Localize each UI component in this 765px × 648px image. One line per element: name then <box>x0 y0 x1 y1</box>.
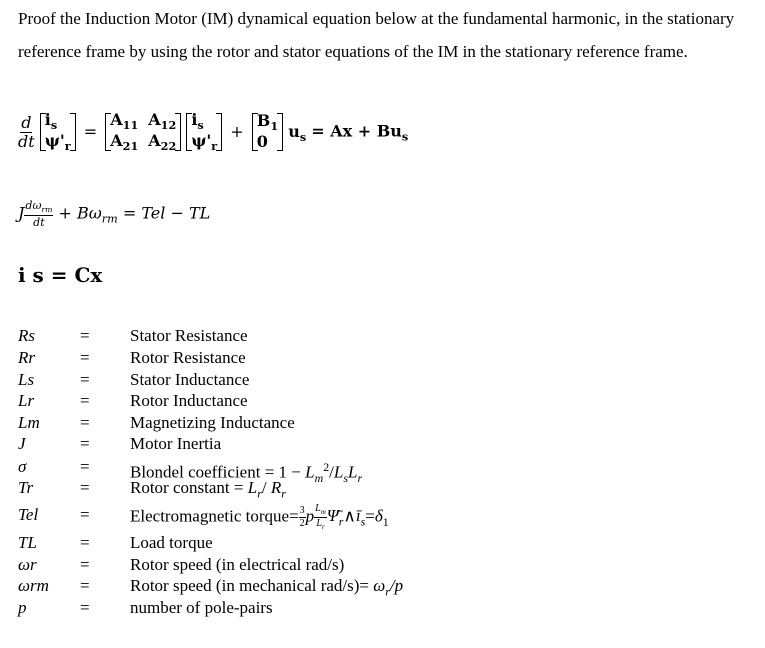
symbol: Tel <box>18 505 39 524</box>
equals: = <box>80 576 90 595</box>
d-dt-fraction: $\frac{d}{dt}$ <box>18 112 35 151</box>
description: Rotor Inductance <box>130 391 248 410</box>
table-row <box>18 369 748 391</box>
equals: = <box>80 555 90 574</box>
description: number of pole-pairs <box>130 598 273 617</box>
description: Load torque <box>130 533 213 552</box>
table-row <box>18 532 748 554</box>
equals: = <box>80 326 90 345</box>
description: Stator Resistance <box>130 326 248 345</box>
description: Magnetizing Inductance <box>130 413 295 432</box>
symbol: ωr <box>18 555 37 574</box>
symbol: TL <box>18 533 37 552</box>
symbol: Lm <box>18 413 40 432</box>
equals: = <box>80 598 90 617</box>
mech-rhs: = Tel − TL <box>122 203 211 223</box>
equals: = <box>80 391 90 410</box>
table-row: σ = Blondel coefficient = $1 - L_m^2/L_sL_r$ <box>18 457 363 486</box>
table-row: Tr = Rotor constant = $L_r/$ $R_r$ <box>18 478 286 501</box>
table-row <box>18 347 748 369</box>
symbol: Ls <box>18 370 35 389</box>
description: Electromagnetic torque <box>130 506 290 526</box>
symbol: Rr <box>18 348 35 367</box>
table-row: ωrm = Rotor speed (in mechanical $rad/s)= \omega_r/p$ <box>18 576 404 599</box>
equals: = <box>80 478 90 497</box>
output-equation <box>18 263 102 287</box>
equals: = <box>80 370 90 389</box>
description: Blondel coefficient <box>130 462 261 482</box>
symbol: σ <box>18 457 27 476</box>
mechanical-equation: J $\frac{d\omega_{rm}}{dt}$ + $B\omega_{rm}$ = Tel − TL <box>18 199 211 229</box>
intro-text: Proof the Induction Motor (IM) dynamical equation below at the fundamental harmonic, in the stationary reference frame by using the rotor and stator equations of the IM in the stationary reference frame. <box>18 9 735 61</box>
symbol: Tr <box>18 478 34 497</box>
table-row <box>18 325 748 347</box>
state-vector: $i_s$ $\psi'_r$ <box>40 113 76 151</box>
table-row <box>18 597 748 619</box>
symbol: J <box>18 434 26 453</box>
symbol: Lr <box>18 391 35 410</box>
state-equation: $\frac{d}{dt}$ $i_s$ $\psi'_r$ = $A_{11}$ $A_{12}$ $A_{21}$ $A_{22}$ $i_s$ $\psi'_r$ + $B_1$ 0 $u_s = Ax + Bu_s$ <box>18 109 409 154</box>
symbol: Rs <box>18 326 35 345</box>
description: Stator Inductance <box>130 370 250 389</box>
equals: = <box>80 434 90 453</box>
symbol: ωrm <box>18 576 49 595</box>
table-row: Tel = Electromagnetic torque= $\frac{3}{2}$ p $\frac{L_m}{L_r}$ $\Psī_r\wedge ī_s=\delta_1$ <box>18 503 389 531</box>
description: Rotor constant <box>130 478 230 497</box>
B-matrix: $B_1$ 0 <box>252 113 283 151</box>
A-matrix: $A_{11}$ $A_{12}$ $A_{21}$ $A_{22}$ <box>105 113 181 151</box>
table-row <box>18 412 748 434</box>
description: Rotor speed (in mechanical rad/s) <box>130 576 360 595</box>
intro-paragraph <box>18 3 750 68</box>
equals: = <box>80 533 90 552</box>
description: Rotor speed (in electrical rad/s) <box>130 555 345 574</box>
equals: = <box>80 348 90 367</box>
equals: = <box>80 505 90 524</box>
description: Rotor Resistance <box>130 348 246 367</box>
table-row <box>18 433 748 455</box>
equals: = <box>80 413 90 432</box>
output-text: i s = Cx <box>18 263 103 287</box>
state-vector-2: $i_s$ $\psi'_r$ <box>186 113 222 151</box>
state-rhs: = Ax + Bu <box>311 121 402 141</box>
table-row <box>18 390 748 412</box>
equals: = <box>80 457 90 476</box>
table-row <box>18 554 748 576</box>
symbol: p <box>18 598 27 617</box>
description: Motor Inertia <box>130 434 222 453</box>
